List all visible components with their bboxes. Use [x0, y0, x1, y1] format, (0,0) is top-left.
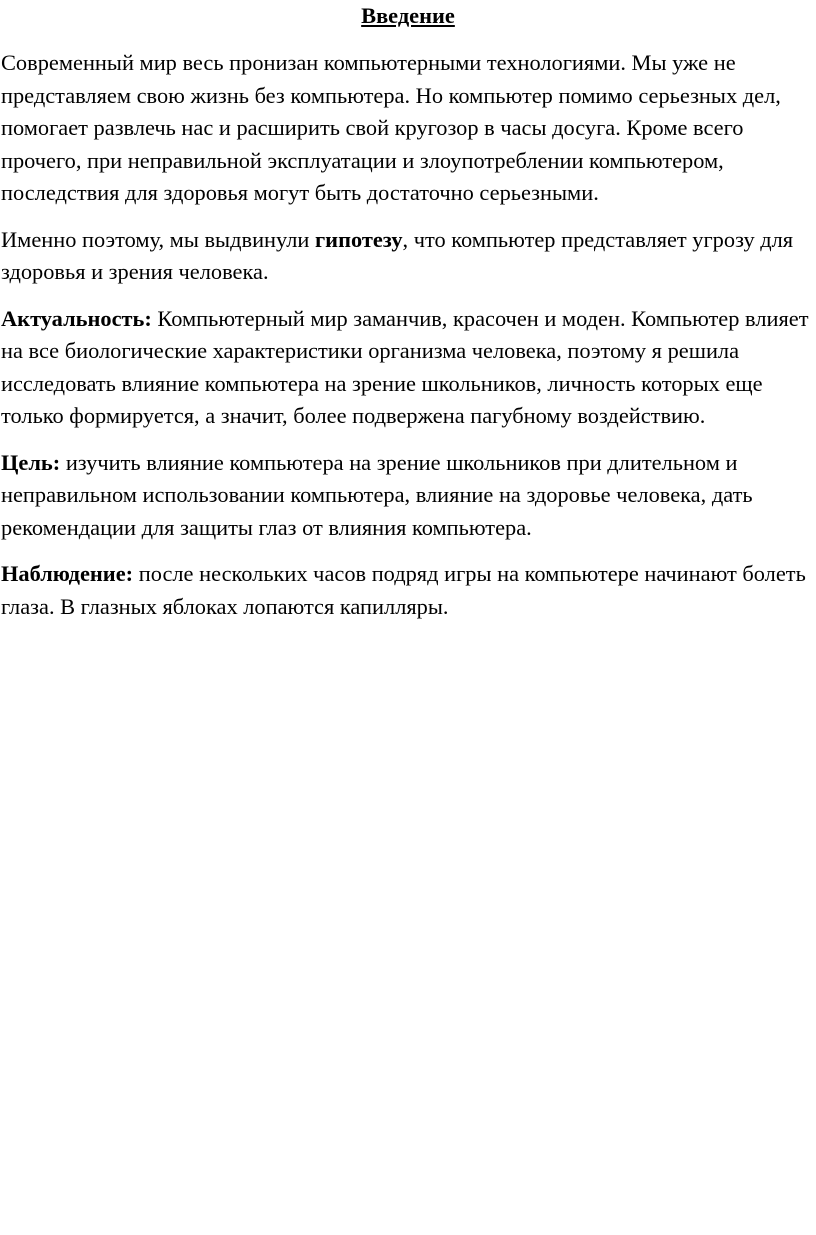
hypothesis-paragraph: [0, 224, 816, 289]
intro-paragraph: Современный мир весь пронизан компьютерными технологиями. Мы уже не представляем свою жизнь без компьютера. Но компьютер помимо серьезных дел, помогает развлечь нас и расширить свой кругозор в часы досуга. Кроме всего прочего, при неправильной эксплуатации и злоупотреблении компьютером, последствия для здоровья могут быть достаточно серьезными.: [1, 50, 781, 205]
observation-label: Наблюдение:: [1, 561, 134, 586]
observation-paragraph: [0, 558, 816, 623]
relevance-paragraph: [0, 303, 816, 433]
relevance-label: Актуальность:: [1, 305, 152, 331]
goal-label: Цель:: [1, 449, 61, 475]
hypothesis-text-before: Именно поэтому, мы выдвинули: [1, 226, 315, 252]
relevance-text: Компьютерный мир заманчив, красочен и моден. Компьютер влияет на все биологические характеристики организма человека, поэтому я решила исследовать влияние компьютера на зрение школьников, личность которых еще только формируется, а значит, более подвержена пагубному воздействию.: [1, 305, 809, 428]
observation-text: после нескольких часов подряд игры на компьютере начинают болеть глаза. В глазных яблоках лопаются капилляры.: [1, 561, 806, 619]
hypothesis-text-after: , что компьютер представляет угрозу для здоровья и зрения человека.: [1, 226, 794, 284]
goal-paragraph: [0, 447, 816, 545]
goal-text: изучить влияние компьютера на зрение школьников при длительном и неправильном использовании компьютера, влияние на здоровье человека, дать рекомендации для защиты глаз от влияния компьютера.: [1, 449, 753, 540]
hypothesis-keyword: гипотезу: [315, 226, 403, 252]
page-title: Введение: [361, 3, 455, 28]
